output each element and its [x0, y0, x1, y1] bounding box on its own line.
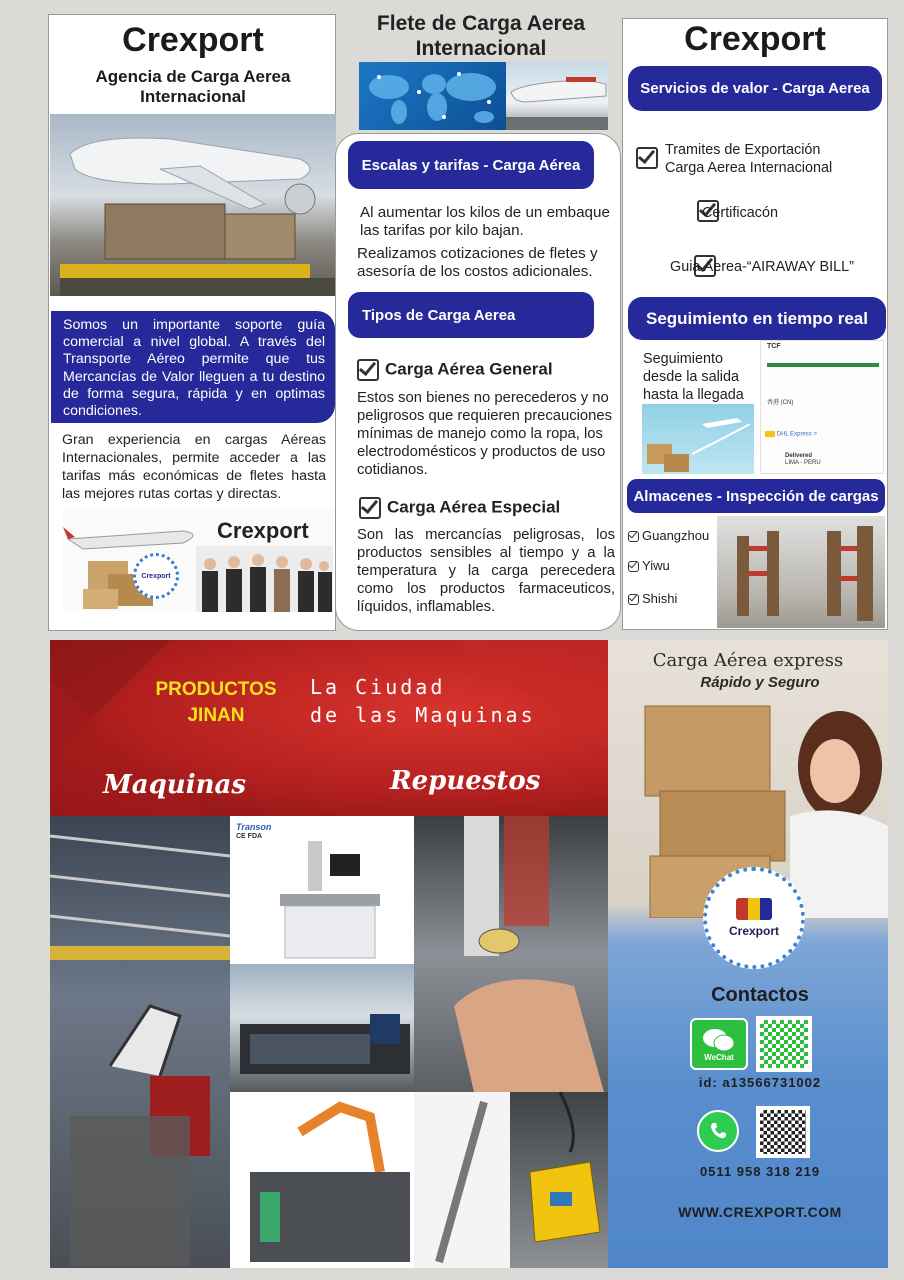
- middle-title-2: Internacional: [415, 37, 547, 60]
- phone-progress-bar: [767, 363, 879, 367]
- check-icon: [636, 147, 658, 169]
- tracking-phone-screen: [760, 340, 884, 474]
- robot-arm-illustration: [230, 1092, 414, 1268]
- airplane-cargo-photo: [50, 114, 336, 296]
- robot-arm-welder-photo: [230, 1092, 414, 1268]
- middle-title-1: Flete de Carga Aerea: [376, 12, 586, 35]
- check-icon: [628, 594, 639, 605]
- express-title: Carga Aérea express: [652, 650, 844, 671]
- tracking-heading: [628, 297, 886, 340]
- check-icon: [359, 497, 381, 519]
- world-map-illustration: [359, 62, 506, 130]
- business-team-photo: [196, 546, 333, 612]
- scales-heading: [348, 141, 594, 189]
- scales-text-1: Al aumentar los kilos de un embaque las tarifas por kilo bajan.: [360, 204, 610, 239]
- qr-pattern: [760, 1020, 808, 1068]
- whatsapp-qr-code[interactable]: [756, 1106, 810, 1158]
- factory-robot-illustration: [50, 816, 230, 1268]
- logo-badge-left-text: Crexport: [141, 572, 171, 580]
- service-3: Guia Aerea-“AIRAWAY BILL”: [670, 259, 854, 275]
- maquinas-label: Maquinas: [103, 770, 246, 800]
- scales-heading-text: Escalas y tarifas - Carga Aérea: [361, 156, 581, 174]
- city-item: [628, 558, 670, 573]
- whatsapp-icon[interactable]: [697, 1110, 739, 1152]
- machine-certs: CE FDA: [236, 833, 263, 840]
- logo-badge-right-text: Crexport: [728, 924, 779, 938]
- laser-marking-machine-photo: [230, 816, 414, 964]
- intro-text: Somos un importante soporte guía comercial a nivel global. A través del Transporte Aéreo permite que tus Mercancías de Valor lleguen a tu destino de forma segura, rápida y en optimas condiciones.: [63, 317, 325, 420]
- intro-box: [51, 311, 335, 423]
- airplane-tarmac-illustration: [506, 62, 608, 130]
- check-icon: [628, 531, 639, 542]
- city-label: Shishi: [642, 591, 678, 606]
- general-heading: [357, 359, 553, 381]
- fiber-laser-cutter-photo: [230, 964, 414, 1092]
- phone-dest: LIMA - PERU: [785, 460, 821, 466]
- laser-head-part-photo: [414, 1092, 510, 1268]
- wechat-qr-code[interactable]: [756, 1016, 812, 1072]
- logo-badge-left: [133, 553, 179, 599]
- warehouse-heading-text: Almacenes - Inspección de cargas: [633, 487, 879, 505]
- warehouse-shelves-illustration: [717, 516, 885, 628]
- warehouse-heading: [627, 479, 885, 513]
- city-item: [628, 528, 709, 543]
- airplane-illustration: [50, 114, 336, 296]
- types-heading-text: Tipos de Carga Aerea: [362, 306, 516, 324]
- team-people-illustration: [196, 546, 333, 612]
- general-heading-text: Carga Aérea General: [385, 359, 553, 379]
- city-label: Yiwu: [642, 558, 670, 573]
- machine-brand: Transon: [236, 822, 272, 832]
- plane-boxes-photo: [642, 404, 754, 474]
- left-brand-small: Crexport: [217, 518, 309, 543]
- phone-number: 0511 958 318 219: [699, 1164, 821, 1179]
- logo-flags-icon: [736, 898, 772, 920]
- foot-pedal-photo: [510, 1092, 608, 1268]
- check-icon: [357, 359, 379, 381]
- phone-carrier: DHL Express >: [776, 431, 817, 438]
- services-heading-text: Servicios de valor - Carga Aerea: [640, 80, 870, 97]
- special-heading: [359, 497, 560, 519]
- scales-text-2: Realizamos cotizaciones de fletes y asesoría de los costos adicionales.: [357, 245, 598, 280]
- laser-cutter-illustration: [230, 964, 414, 1092]
- phone-status: Delivered: [785, 453, 813, 459]
- repuestos-label: Repuestos: [390, 766, 541, 796]
- tracking-text: Seguimiento desde la salida hasta la llegada: [643, 351, 744, 403]
- warehouse-photo: [717, 516, 885, 628]
- city-item: [628, 591, 677, 606]
- dhl-icon: [765, 431, 775, 437]
- left-panel: [48, 14, 336, 631]
- logo-badge-right: [703, 867, 805, 969]
- airplane-tarmac-photo: [506, 62, 608, 130]
- check-icon: [628, 561, 639, 572]
- left-subtitle-2: Internacional: [140, 87, 246, 106]
- special-text: Son las mercancías peligrosas, los productos sensibles al tiempo y a la temperatura y la carga perecedera como los productos farmaceuticos, líquidos, inflamables.: [357, 527, 615, 615]
- contacts-heading: Contactos: [711, 984, 809, 1006]
- right-brand: Crexport: [684, 20, 826, 58]
- cnc-parts-illustration: [414, 816, 608, 1092]
- qr-pattern: [760, 1110, 806, 1154]
- city-label: Guangzhou: [642, 528, 710, 543]
- city-title-2: de las Maquinas: [310, 703, 536, 727]
- factory-robot-photo: [50, 816, 230, 1268]
- wechat-bubbles-icon: [702, 1027, 736, 1053]
- service-1-line-2: Carga Aerea Internacional: [665, 160, 833, 176]
- phone-tcf: TCF: [767, 343, 781, 350]
- tracking-heading-text: Seguimiento en tiempo real: [646, 308, 868, 328]
- general-text: Estos son bienes no perecederos y no peligrosos que requieren precauciones mínimas de manejo como la ropa, los electrodomésticos y productos de uso cotidianos.: [357, 390, 613, 478]
- express-tagline: Rápido y Seguro: [700, 674, 820, 691]
- phone-handset-icon: [707, 1120, 729, 1142]
- special-heading-text: Carga Aérea Especial: [387, 497, 561, 517]
- world-map-photo: [359, 62, 506, 130]
- left-brand: Crexport: [122, 21, 264, 59]
- types-heading: [348, 292, 594, 338]
- jinan-label: JINAN: [187, 705, 245, 726]
- phone-carrier-row: [765, 431, 881, 438]
- services-heading: [628, 66, 882, 111]
- cnc-parts-photo: [414, 816, 608, 1092]
- website-link[interactable]: WWW.CREXPORT.COM: [678, 1204, 842, 1220]
- experience-text: Gran experiencia en cargas Aéreas Internacionales, permite acceder a las tarifas más económicas de fletes hasta las mejores rutas cortas y directas.: [62, 432, 326, 502]
- phone-origin: 香港 (CN): [767, 400, 794, 406]
- wechat-icon[interactable]: [690, 1018, 748, 1070]
- service-1-line-1: Tramites de Exportación: [665, 142, 821, 158]
- left-subtitle-1: Agencia de Carga Aerea: [95, 67, 291, 86]
- laser-head-illustration: [414, 1092, 510, 1268]
- productos-label: PRODUCTOS: [155, 679, 277, 700]
- service-2: Certificacón: [702, 205, 778, 221]
- city-title-1: La Ciudad: [310, 675, 446, 699]
- wechat-id: id: a13566731002: [698, 1075, 822, 1090]
- plane-boxes-illustration: [642, 404, 754, 474]
- wechat-label: WeChat: [704, 1052, 734, 1062]
- foot-pedal-illustration: [510, 1092, 608, 1268]
